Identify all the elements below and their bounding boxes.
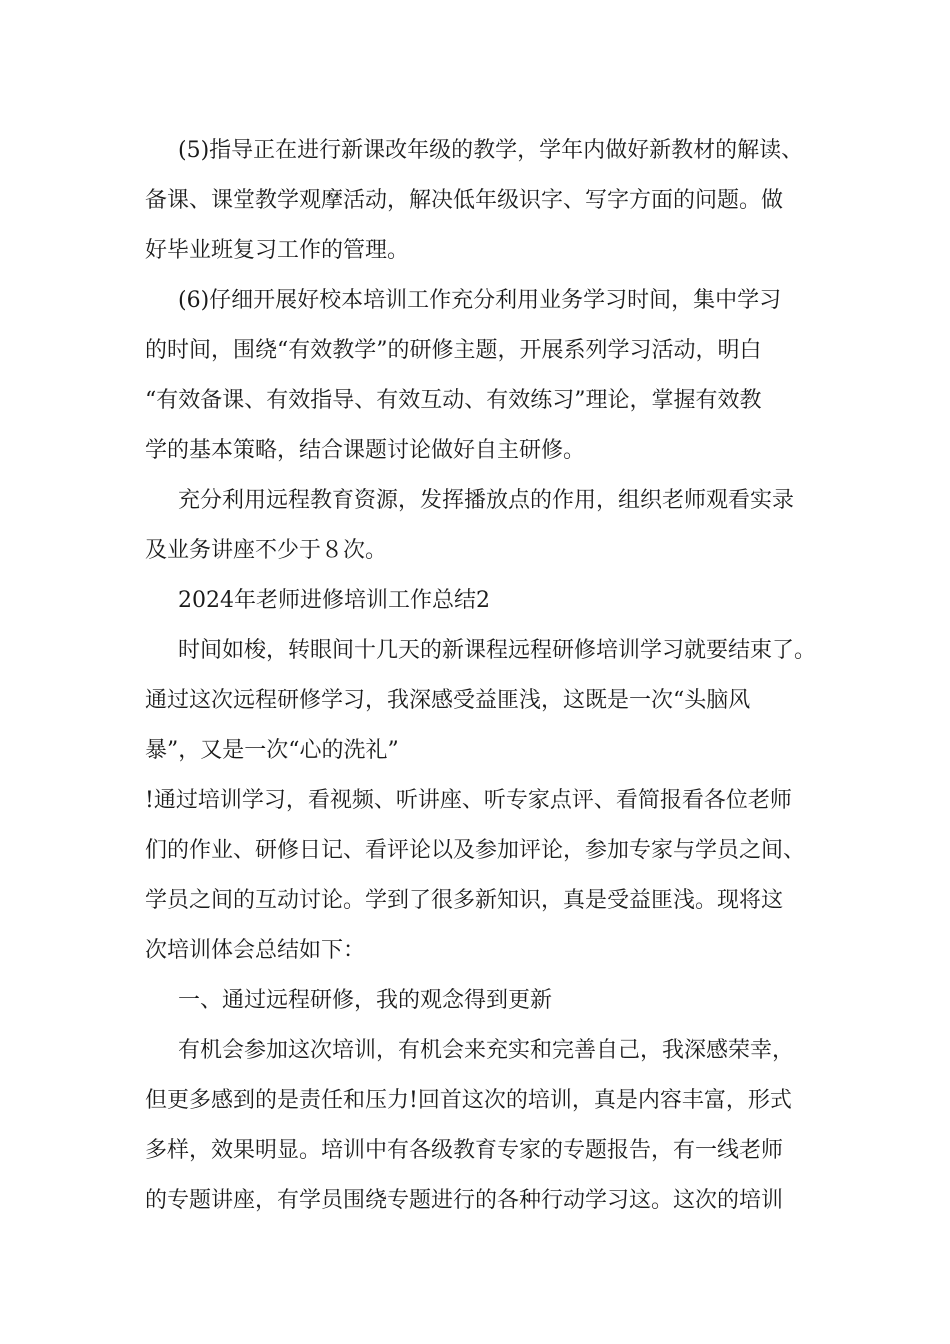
- paragraph-6-line-1: (6)仔细开展好校本培训工作充分利用业务学习时间，集中学习: [178, 288, 782, 313]
- body-line-3: 多样，效果明显。培训中有各级教育专家的专题报告，有一线老师: [145, 1138, 784, 1163]
- body-line-4: 的专题讲座，有学员围绕专题进行的各种行动学习这。这次的培训: [145, 1188, 784, 1213]
- intro-line-2: 通过这次远程研修学习，我深感受益匪浅，这既是一次“头脑风: [145, 688, 751, 713]
- section-title: 2024年老师进修培训工作总结2: [178, 588, 490, 613]
- paragraph-5-line-1: (5)指导正在进行新课改年级的教学，学年内做好新教材的解读、: [178, 138, 804, 163]
- body-line-2: 但更多感到的是责任和压力!回首这次的培训，真是内容丰富，形式: [145, 1088, 792, 1113]
- intro-line-5: 们的作业、研修日记、看评论以及参加评论，参加专家与学员之间、: [145, 838, 806, 863]
- intro-line-3: 暴”，又是一次“心的洗礼”: [145, 738, 399, 763]
- body-line-1: 有机会参加这次培训，有机会来充实和完善自己，我深感荣幸，: [178, 1038, 795, 1063]
- paragraph-5-line-2: 备课、课堂教学观摩活动，解决低年级识字、写字方面的问题。做: [145, 188, 784, 213]
- intro-line-4: !通过培训学习，看视频、听讲座、听专家点评、看简报看各位老师: [145, 788, 792, 813]
- remote-education-line-1: 充分利用远程教育资源，发挥播放点的作用，组织老师观看实录: [178, 488, 795, 513]
- intro-line-7: 次培训体会总结如下：: [145, 938, 366, 963]
- paragraph-6-line-3: “有效备课、有效指导、有效互动、有效练习”理论，掌握有效教: [145, 388, 762, 413]
- subheading-1: 一、通过远程研修，我的观念得到更新: [178, 988, 553, 1013]
- intro-line-6: 学员之间的互动讨论。学到了很多新知识，真是受益匪浅。现将这: [145, 888, 784, 913]
- intro-line-1: 时间如梭，转眼间十几天的新课程远程研修培训学习就要结束了。: [178, 638, 817, 663]
- paragraph-6-line-4: 学的基本策略，结合课题讨论做好自主研修。: [145, 438, 586, 463]
- paragraph-6-line-2: 的时间，围绕“有效教学”的研修主题，开展系列学习活动，明白: [145, 338, 762, 363]
- paragraph-5-line-3: 好毕业班复习工作的管理。: [145, 238, 410, 263]
- remote-education-line-2: 及业务讲座不少于８次。: [145, 538, 388, 563]
